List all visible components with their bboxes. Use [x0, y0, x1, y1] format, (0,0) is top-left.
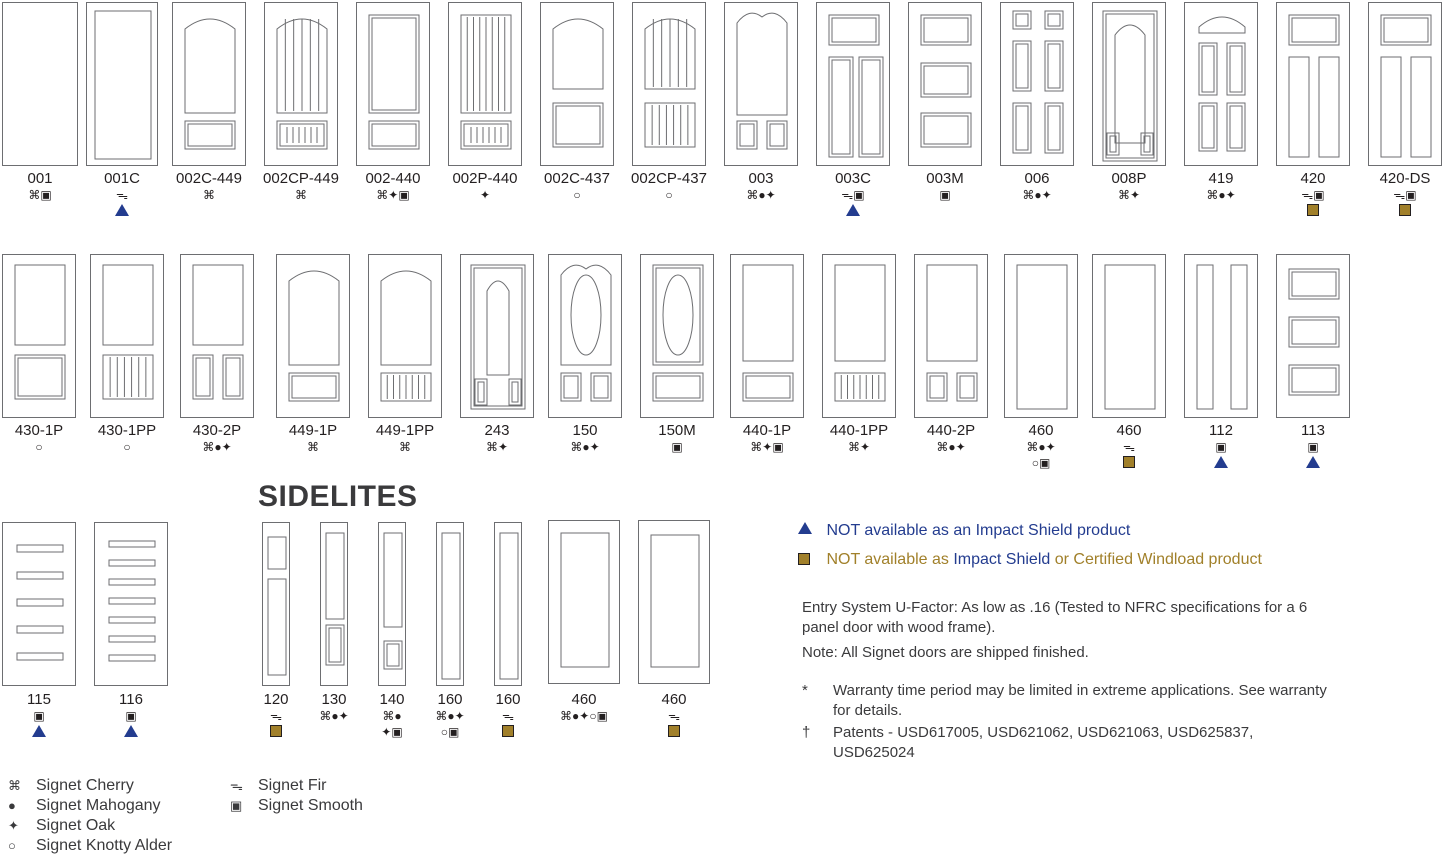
door-row1-0 [2, 2, 78, 166]
door-row1-1 [86, 2, 158, 166]
door-row1-7 [632, 2, 706, 166]
door-code: 460 [1116, 422, 1142, 439]
key-label: Signet Mahogany [36, 797, 161, 814]
door-illustration [379, 523, 407, 687]
door-illustration [731, 255, 805, 419]
door-finish-symbols: ᯓ▣ [1301, 188, 1325, 202]
door-illustration [1185, 3, 1259, 167]
door-sidelites-0 [262, 522, 290, 686]
door-row2-3 [276, 254, 350, 418]
availability-mark [1293, 204, 1333, 218]
door-row2-5 [460, 254, 534, 418]
legend-sq-text-2: Impact Shield [953, 551, 1051, 568]
door-finish-symbols: ⌘✦ [1117, 188, 1141, 202]
key-mahogany [8, 796, 161, 816]
door-code: 002CP-437 [631, 170, 707, 187]
cherry-icon: ⌘ [8, 778, 21, 793]
door-code: 243 [484, 422, 510, 439]
availability-mark [111, 725, 151, 739]
oak-icon: ✦ [8, 818, 19, 833]
door-code: 001C [104, 170, 140, 187]
availability-mark [833, 204, 873, 218]
door-finish-symbols: ᯓ [668, 709, 680, 723]
door-row2-12 [1092, 254, 1166, 418]
door-code: 160 [437, 691, 463, 708]
door-row1-4 [356, 2, 430, 166]
door-code: 460 [1028, 422, 1054, 439]
square-icon [668, 725, 680, 737]
door-illustration [641, 255, 715, 419]
legend-tri-text: NOT available as an Impact Shield product [826, 522, 1131, 539]
fir-icon: ᯓ [230, 778, 243, 793]
key-oak [8, 816, 115, 836]
door-illustration [817, 3, 891, 167]
door-code: 449-1PP [375, 422, 435, 439]
key-label: Signet Cherry [36, 777, 134, 794]
square-icon [798, 553, 810, 565]
door-finish-symbols: ▣ [1307, 440, 1319, 454]
door-row1-15 [1368, 2, 1442, 166]
legend-sq-text-1: NOT available as [826, 551, 954, 568]
door-row3-1 [94, 522, 168, 686]
door-finish-symbols: ○ [665, 188, 673, 202]
door-code: 001 [27, 170, 53, 187]
door-code: 115 [27, 691, 51, 708]
door-code: 003C [835, 170, 871, 187]
smooth-icon: ▣ [230, 798, 243, 813]
door-sidelites-4 [494, 522, 522, 686]
door-finish-symbols-2: ✦▣ [381, 725, 403, 739]
door-code: 113 [1301, 422, 1325, 439]
door-illustration [87, 3, 159, 167]
door-code: 440-1PP [829, 422, 889, 439]
door-code: 449-1P [288, 422, 338, 439]
door-row2-8 [730, 254, 804, 418]
door-sidelites-3 [436, 522, 464, 686]
door-code: 130 [321, 691, 347, 708]
door-illustration [3, 255, 77, 419]
door-row3-0 [2, 522, 76, 686]
availability-mark [1109, 456, 1149, 470]
door-illustration [1369, 3, 1443, 167]
door-illustration [1277, 255, 1351, 419]
square-icon [1399, 204, 1411, 216]
door-illustration [263, 523, 291, 687]
door-finish-symbols: ᯓ [270, 709, 282, 723]
door-illustration [181, 255, 255, 419]
door-row2-1 [90, 254, 164, 418]
door-finish-symbols: ⌘ [307, 440, 319, 454]
key-smooth [230, 796, 363, 816]
door-illustration [449, 3, 523, 167]
availability-mark [19, 725, 59, 739]
key-label: Signet Fir [258, 777, 327, 794]
door-row2-11 [1004, 254, 1078, 418]
legend-sq-text-3: or Certified Windload product [1050, 551, 1262, 568]
door-finish-symbols: ⌘●✦ [570, 440, 600, 454]
door-row2-0 [2, 254, 76, 418]
door-finish-symbols: ✦ [479, 188, 491, 202]
door-code: 160 [495, 691, 521, 708]
door-sidelites-5 [548, 520, 620, 684]
knotty-alder-icon: ○ [8, 838, 16, 853]
door-code: 460 [661, 691, 687, 708]
door-sidelites-2 [378, 522, 406, 686]
key-cherry [8, 776, 134, 796]
door-finish-symbols: ⌘● [382, 709, 402, 723]
door-code: 419 [1208, 170, 1234, 187]
door-finish-symbols: ▣ [33, 709, 45, 723]
door-illustration [1277, 3, 1351, 167]
square-icon [502, 725, 514, 737]
door-finish-symbols: ⌘●✦ [1026, 440, 1056, 454]
patents-note: Patents - USD617005, USD621062, USD621063, USD625837, USD625024 [833, 724, 1254, 761]
door-code: 003 [748, 170, 774, 187]
door-row1-2 [172, 2, 246, 166]
door-finish-symbols: ⌘●✦○▣ [560, 709, 608, 723]
door-row2-7 [640, 254, 714, 418]
triangle-icon [32, 725, 46, 737]
door-finish-symbols: ○ [123, 440, 131, 454]
triangle-icon [846, 204, 860, 216]
key-label: Signet Oak [36, 817, 116, 834]
door-illustration [549, 255, 623, 419]
door-illustration [1093, 255, 1167, 419]
door-code: 002P-440 [452, 170, 518, 187]
door-finish-symbols: ⌘ [295, 188, 307, 202]
door-illustration [909, 3, 983, 167]
availability-mark [102, 204, 142, 218]
door-code: 008P [1111, 170, 1147, 187]
patents-mark: † [802, 724, 811, 741]
door-row2-2 [180, 254, 254, 418]
door-illustration [277, 255, 351, 419]
door-illustration [321, 523, 349, 687]
door-finish-symbols: ⌘ [399, 440, 411, 454]
door-finish-symbols: ᯓ [502, 709, 514, 723]
door-finish-symbols: ▣ [125, 709, 137, 723]
door-illustration [823, 255, 897, 419]
warranty-mark: * [802, 682, 808, 699]
door-row2-4 [368, 254, 442, 418]
key-knotty-alder [8, 836, 172, 856]
door-row1-9 [816, 2, 890, 166]
door-finish-symbols: ○ [35, 440, 43, 454]
availability-mark [1201, 456, 1241, 470]
door-code: 440-1P [742, 422, 792, 439]
ufactor-note: Entry System U-Factor: As low as .16 (Tested to NFRC specifications for a 6 panel door with wood frame). [802, 599, 1308, 636]
door-code: 150M [658, 422, 696, 439]
triangle-icon [798, 522, 812, 534]
door-finish-symbols-2: ○▣ [1031, 456, 1051, 470]
door-illustration [369, 255, 443, 419]
key-fir [230, 776, 326, 796]
key-label: Signet Knotty Alder [36, 837, 173, 854]
door-finish-symbols: ᯓ▣ [841, 188, 865, 202]
door-finish-symbols: ○ [573, 188, 581, 202]
door-illustration [461, 255, 535, 419]
door-finish-symbols: ⌘✦▣ [376, 188, 410, 202]
door-finish-symbols: ⌘●✦ [435, 709, 465, 723]
door-illustration [3, 523, 77, 687]
door-row2-13 [1184, 254, 1258, 418]
door-finish-symbols: ▣ [671, 440, 683, 454]
door-code: 140 [379, 691, 405, 708]
door-finish-symbols-2: ○▣ [440, 725, 460, 739]
door-row1-10 [908, 2, 982, 166]
legend-impact-shield [798, 521, 1130, 541]
door-code: 430-1P [14, 422, 64, 439]
door-illustration [437, 523, 465, 687]
door-row1-6 [540, 2, 614, 166]
availability-mark [488, 725, 528, 739]
door-row1-3 [264, 2, 338, 166]
door-code: 460 [571, 691, 597, 708]
door-finish-symbols: ⌘●✦ [1206, 188, 1236, 202]
door-row1-5 [448, 2, 522, 166]
door-code: 002-440 [365, 170, 421, 187]
door-row1-8 [724, 2, 798, 166]
door-row2-14 [1276, 254, 1350, 418]
door-illustration [173, 3, 247, 167]
door-code: 430-2P [192, 422, 242, 439]
availability-mark [256, 725, 296, 739]
door-illustration [3, 3, 79, 167]
door-finish-symbols: ⌘●✦ [202, 440, 232, 454]
door-illustration [265, 3, 339, 167]
door-finish-symbols: ⌘●✦ [746, 188, 776, 202]
door-row2-6 [548, 254, 622, 418]
door-row2-9 [822, 254, 896, 418]
door-sidelites-1 [320, 522, 348, 686]
square-icon [270, 725, 282, 737]
square-icon [1123, 456, 1135, 468]
availability-mark [1385, 204, 1425, 218]
door-illustration [1185, 255, 1259, 419]
door-code: 420 [1300, 170, 1326, 187]
door-illustration [495, 523, 523, 687]
door-finish-symbols: ▣ [939, 188, 951, 202]
door-code: 006 [1024, 170, 1050, 187]
door-finish-symbols: ⌘✦▣ [750, 440, 784, 454]
door-illustration [1093, 3, 1167, 167]
door-row1-14 [1276, 2, 1350, 166]
triangle-icon [1214, 456, 1228, 468]
door-finish-symbols: ᯓ▣ [1393, 188, 1417, 202]
triangle-icon [1306, 456, 1320, 468]
door-finish-symbols: ⌘ [203, 188, 215, 202]
door-illustration [1001, 3, 1075, 167]
key-label: Signet Smooth [258, 797, 363, 814]
availability-mark [1293, 456, 1333, 470]
door-illustration [1005, 255, 1079, 419]
door-finish-symbols: ⌘✦ [847, 440, 871, 454]
door-finish-symbols: ᯓ [1123, 440, 1135, 454]
door-code: 003M [926, 170, 964, 187]
door-illustration [95, 523, 169, 687]
door-finish-symbols: ⌘●✦ [1022, 188, 1052, 202]
door-code: 116 [119, 691, 143, 708]
door-code: 120 [263, 691, 289, 708]
door-illustration [357, 3, 431, 167]
door-code: 002C-449 [176, 170, 242, 187]
triangle-icon [124, 725, 138, 737]
door-illustration [91, 255, 165, 419]
legend-windload [798, 550, 1262, 570]
availability-mark [654, 725, 694, 739]
door-code: 440-2P [926, 422, 976, 439]
door-illustration [915, 255, 989, 419]
door-finish-symbols: ᯓ [116, 188, 128, 202]
warranty-note: Warranty time period may be limited in extreme applications. See warranty for details. [833, 682, 1327, 719]
door-code: 112 [1209, 422, 1233, 439]
door-code: 430-1PP [97, 422, 157, 439]
door-code: 420-DS [1379, 170, 1431, 187]
door-row1-13 [1184, 2, 1258, 166]
mahogany-icon: ● [8, 798, 16, 813]
square-icon [1307, 204, 1319, 216]
door-row1-12 [1092, 2, 1166, 166]
door-sidelites-6 [638, 520, 710, 684]
door-code: 002CP-449 [263, 170, 339, 187]
door-finish-symbols: ⌘●✦ [936, 440, 966, 454]
door-illustration [725, 3, 799, 167]
door-finish-symbols: ⌘✦ [485, 440, 509, 454]
sidelites-title: SIDELITES [258, 480, 418, 513]
door-finish-symbols: ▣ [1215, 440, 1227, 454]
door-row1-11 [1000, 2, 1074, 166]
door-row2-10 [914, 254, 988, 418]
door-illustration [541, 3, 615, 167]
door-finish-symbols: ⌘▣ [28, 188, 52, 202]
door-code: 150 [572, 422, 598, 439]
triangle-icon [115, 204, 129, 216]
door-illustration [549, 521, 621, 685]
door-finish-symbols: ⌘●✦ [319, 709, 349, 723]
door-code: 002C-437 [544, 170, 610, 187]
door-illustration [633, 3, 707, 167]
door-illustration [639, 521, 711, 685]
finished-note: Note: All Signet doors are shipped finished. [802, 644, 1089, 661]
